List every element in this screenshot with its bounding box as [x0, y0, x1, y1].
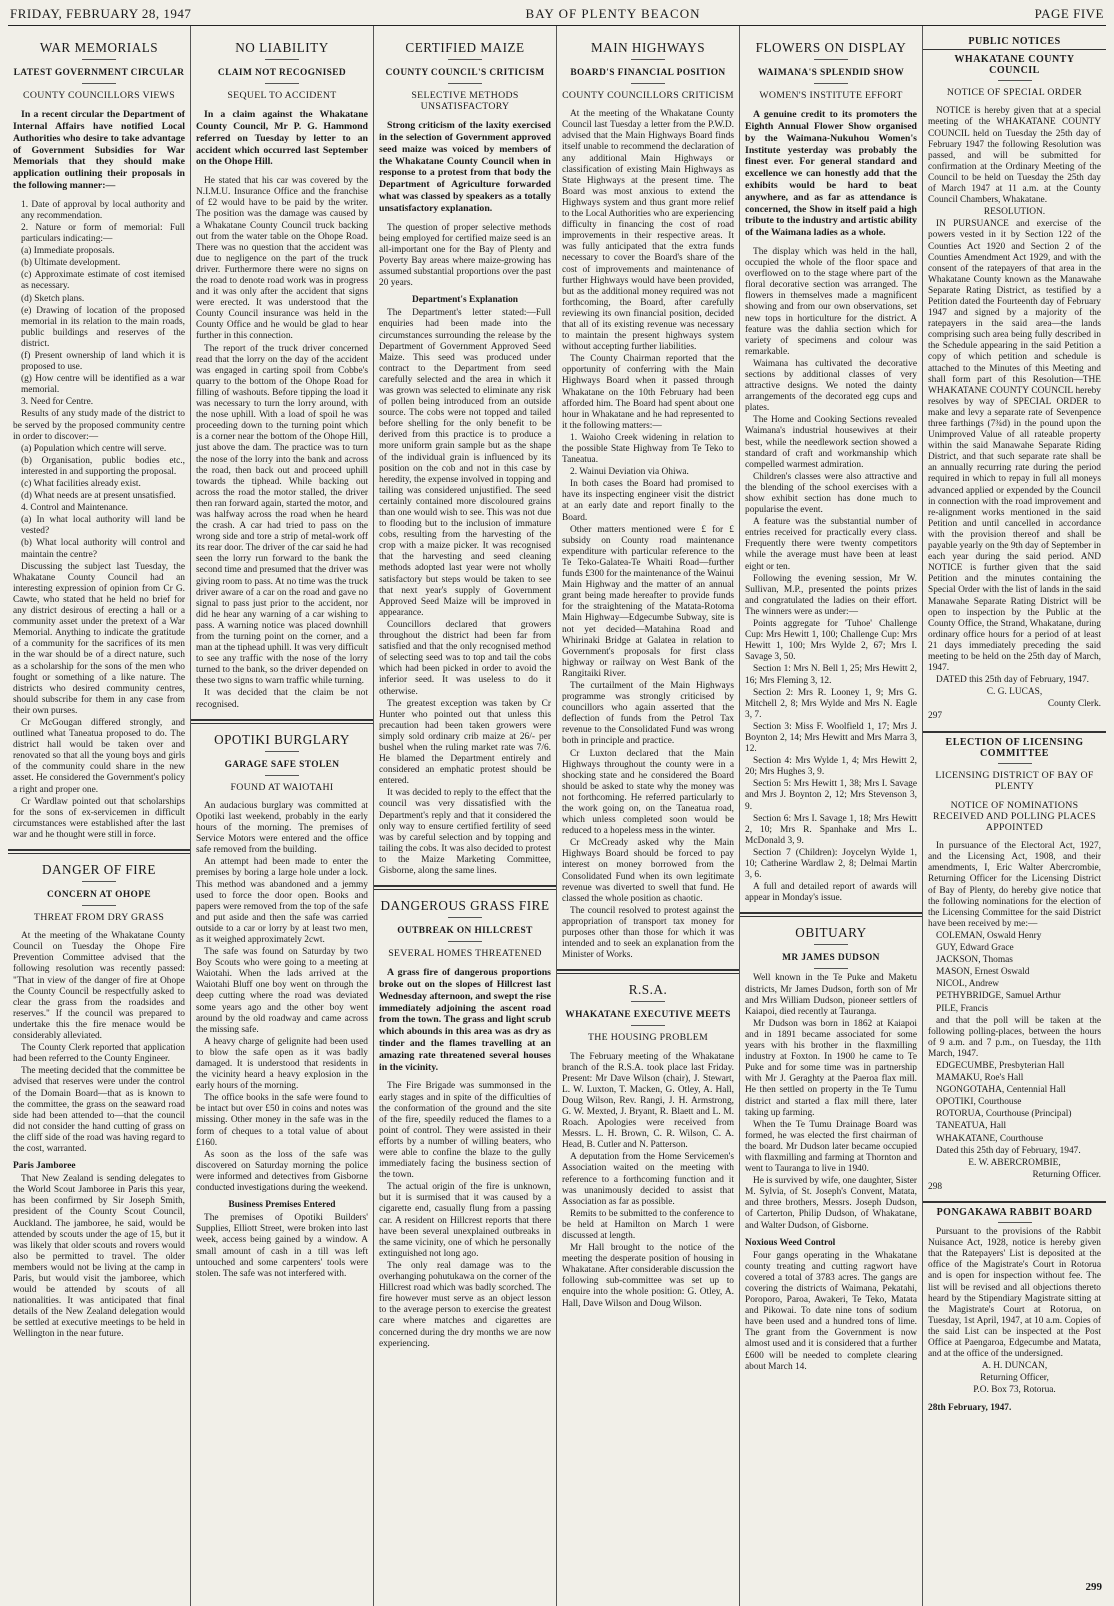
list-item: EDGECUMBE, Presbyterian Hall: [936, 1060, 1065, 1071]
paragraph: Other matters mentioned were £ for £ subsidy on County road maintenance expenditure with particular reference to the Te Teko-Galatea-Te Whaiti Road—further funds £300 for the maintenance of the Wainui Main Highway and the matter of an annual grant being made hereafter to provide funds for the straightening of the Matata-Rotoma Main Highway—Edgecumbe Subway, site is not yet decided—Matahina Road and Whirinaki Bridge at Galatea in relation to Government's proposals for first class highway or railway on West Bank of the Rangitaiki River.: [562, 524, 734, 679]
notice-dated: Dated this 25th day of February, 1947.: [936, 1145, 1081, 1156]
list-item: 2. Wainui Deviation via Ohiwa.: [570, 467, 689, 478]
paragraph: The display which was held in the hall, occupied the whole of the floor space and overflowed on to the stage where part of the floral decorative section was arranged. The flowers in themselves made a magnificent showing and from our own observations, set new tops in horticulture for the district. A feature was the dahlia section which for variety of specimens and colour was remarkable.: [745, 246, 917, 357]
paragraph: The County Clerk reported that application had been referred to the County Engineer.: [13, 1043, 185, 1065]
list-item: MAMAKU, Roe's Hall: [936, 1073, 1024, 1084]
notice-signature: A. H. DUNCAN,: [981, 1361, 1048, 1372]
intro-no-liability: In a claim against the Whakatane County Council, Mr P. G. Hammond referred on Tuesday by letter to an accident which occurred last September on the Ohope Hill.: [196, 109, 368, 168]
paragraph: When the Te Tumu Drainage Board was formed, he was elected the first chairman of the board. Mr Dudson later became occupied with flaxmilling and farming at Thornton and went to Tauranga to live in 1940.: [745, 1119, 917, 1175]
list-item: JACKSON, Thomas: [936, 955, 1013, 966]
deck-rsa: THE HOUSING PROBLEM: [588, 1032, 708, 1044]
notice-resolution: RESOLUTION.: [983, 207, 1046, 218]
list-item: (a) Immediate proposals.: [21, 246, 115, 257]
result-item: Section 7 (Children): Joycelyn Wylde 1, 10; Catherine Wardlaw 2, 8; Delmai Martin 3, 6.: [745, 847, 917, 881]
list-item: NGONGOTAHA, Centennial Hall: [936, 1085, 1066, 1096]
kicker-obituary: MR JAMES DUDSON: [782, 953, 880, 964]
list-item: (b) What local authority will control and maintain the centre?: [21, 538, 185, 560]
list-item: (b) Organisation, public bodies etc., interested in and supporting the proposal.: [21, 455, 185, 477]
paragraph: The County Chairman reported that the opportunity of conferring with the Main Highways Board when it passed through Whakatane on the 10th February had been afforded him. The Board had spent about one hour in Whakatane and he had represented to it the following matters:—: [562, 354, 734, 431]
notice-ref: 299: [1085, 1581, 1102, 1593]
paragraph: Cr McCready asked why the Main Highways Board should be forced to pay interest on money borrowed from the Consolidated Fund when its own legitimate revenue was diverted to swell that fund. He classed the whole position as chaotic.: [562, 838, 734, 904]
paragraph: The Department's letter stated:—Full enquiries had been made into the circumstances surrounding the release by the Department of Government Approved Seed Maize. This seed was produced under contract to the Department from seed carefully selected and the area in which it was grown was selected to eliminate any risk of pollen being introduced from an outside source. The cobs were not topped and tailed before shelling for the only benefit to be derived from this practice is to produce a more uniform grain sample but as the shape of the individual grain is influenced by its position on the cob and not in this case by heredity, the expense involved in topping and tailing was considered unjustified. The seed certainly contained more discoloured grains than one would wish to see. This was not due to flooding but to the inclusion of immature cobs, resulting from the harvesting of the crop with a maize picker. It was recognised that the harvesting and seed cleaning methods adopted last year were not wholly satisfactory but steps would be taken to see that next year's supply of Government Approved Seed Maize will be improved in appearance.: [379, 308, 551, 618]
list-item: TANEATUA, Hall: [936, 1121, 1007, 1132]
deck-opotiki-burglary: FOUND AT WAIOTAHI: [230, 781, 334, 793]
kicker-dangerous-grass-fire: OUTBREAK ON HILLCREST: [397, 926, 533, 937]
result-item: Section 6: Mrs I. Savage 1, 18; Mrs Hewitt 2, 10; Mrs R. Spanhake and Mrs L. McDonald 3, 9.: [745, 813, 917, 846]
result-item: Section 2: Mrs R. Looney 1, 9; Mrs G. Mitchell 2, 8; Mrs Wylde and Mrs N. Eagle 3, 7.: [745, 687, 917, 720]
paragraph: The council resolved to protest against the appropriation of transport tax money for purposes other than those for which it was intended and to seek an explanation from the Minister of Works.: [562, 905, 734, 961]
deck-certified-maize: SELECTIVE METHODS UNSATISFACTORY: [411, 90, 519, 113]
notice-ref: 298: [928, 1181, 943, 1192]
list-item: (c) What facilities already exist.: [21, 479, 141, 490]
paragraph: The Fire Brigade was summonsed in the early stages and in spite of the difficulties of the conformation of the ground and the site of the fire, speedily reduced the flames to a point of control. They were assisted in their efforts by a number of willing beaters, who were able to confine the blaze to the gully immediately facing the business section of the town.: [379, 1081, 551, 1181]
deck-danger-of-fire: THREAT FROM DRY GRASS: [33, 912, 165, 924]
kicker-rsa: WHAKATANE EXECUTIVE MEETS: [565, 1010, 731, 1021]
kicker-main-highways: BOARD'S FINANCIAL POSITION: [570, 68, 726, 78]
notice-signature: C. G. LUCAS,: [986, 687, 1043, 698]
notice-dated: DATED this 25th day of February, 1947.: [936, 675, 1090, 686]
subhead-departments-explanation: Department's Explanation: [412, 295, 518, 306]
subhead-business-premises: Business Premises Entered: [228, 1200, 336, 1211]
public-notices-header: PUBLIC NOTICES: [968, 36, 1061, 47]
paragraph: The meeting decided that the committee be advised that reserves were under the control of the Domain Board—that as is known to the committee, the grass on the seaward road side had been attended to—that the council did not consider the hand cutting of grass on the cliff side of the road was having regard to the cost, warranted.: [13, 1066, 185, 1154]
result-item: Section 5: Mrs Hewitt 1, 38; Mrs I. Savage and Mrs J. Boynton 2, 12; Mrs Stevenson 3, 9.: [745, 779, 917, 812]
paragraph: Discussing the subject last Tuesday, the Whakatane County Council had an interesting expression of opinion from Cr G. Cawte, who stated that he held no brief for any district desirous of erecting a hall or a community asset under the pretext of a War Memorial. Anything to indicate the gratitude of a community for the sacrifices of its men in the war should be of a direct nature, such as a scholarship for the sons of the men who fought or something of a like nature. The districts who desired community centres, should subscribe for them in any case from their own purses.: [13, 561, 185, 716]
list-item: (d) What needs are at present unsatisfied.: [21, 491, 176, 502]
paragraph: Mr Hall brought to the notice of the meeting the desperate position of housing in Whakatane. After considerable discussion the following sub-committee was set up to enquire into the whole position: G. Otley, A. Hall, Dave Wilson and Doug Wilson.: [562, 1243, 734, 1309]
paragraph: Pursuant to the provisions of the Rabbit Nuisance Act, 1928, notice is hereby given that the Ratepayers' List is deposited at the office of the Magistrate's Court in Rotorua and is open for inspection without fee. The list will be revised and all objections thereto heard by the Stipendiary Magistrate sitting at the Magistrate's Court at Rotorua, on Tuesday, 1st April, 1947, at 10 a.m. Copies of the said List can be inspected at the Post Office at Paengaroa, Edgecumbe and Matata, and at the office of the undersigned.: [928, 1227, 1101, 1360]
column-5: [740, 26, 923, 1606]
kicker-flowers: WAIMANA'S SPLENDID SHOW: [757, 68, 905, 78]
paragraph: The actual origin of the fire is unknown, but it is surmised that it was caused by a cigarette end, casually flung from a passing car. A resident on Hillcrest reports that there have been several unexplained outbreaks in the same vicinity, one of which he personally extinguished not long ago.: [379, 1182, 551, 1259]
notice-dated: 28th February, 1947.: [928, 1402, 1012, 1413]
result-item: Section 3: Miss F. Woolfield 1, 17; Mrs J. Boynton 2, 14; Mrs Hewitt and Mrs Marra 3, 12.: [745, 721, 917, 755]
headline-opotiki-burglary: OPOTIKI BURGLARY: [214, 731, 350, 747]
paragraph: The office books in the safe were found to be intact but over £50 in coins and notes was missing. Other money in the safe was in the form of cheques to a total value of about £160.: [196, 1093, 368, 1148]
headline-dangerous-grass-fire: DANGEROUS GRASS FIRE: [380, 898, 550, 914]
paragraph: Results of any study made of the district to be served by the proposed community centre in order to discover:—: [13, 409, 185, 442]
issue-date: FRIDAY, FEBRUARY 28, 1947: [10, 6, 192, 21]
column-1: [8, 26, 191, 1606]
list-item: 2. Nature or form of memorial: Full particulars indicating:—: [21, 222, 185, 245]
headline-war-memorials: WAR MEMORIALS: [39, 40, 159, 55]
headline-rsa: R.S.A.: [628, 982, 668, 998]
list-item: 3. Need for Centre.: [21, 397, 94, 408]
paragraph: An audacious burglary was committed at Opotiki last weekend, probably in the early hours of the morning. The premises of Service Motors were entered and the office safe removed from the building.: [196, 800, 368, 856]
list-item: (a) In what local authority will land be vested?: [21, 515, 185, 537]
subhead-paris-jamboree: Paris Jamboree: [13, 1161, 76, 1172]
notice-heading: ELECTION OF LICENSING COMMITTEE: [945, 736, 1084, 759]
list-item: (f) Present ownership of land which it is proposed to use.: [21, 350, 185, 373]
notice-ref: 297: [928, 711, 943, 722]
headline-main-highways: MAIN HIGHWAYS: [590, 40, 706, 55]
list-item: ROTORUA, Courthouse (Principal): [936, 1109, 1072, 1120]
list-item: 4. Control and Maintenance.: [21, 503, 129, 514]
list-item: WHAKATANE, Courthouse: [936, 1133, 1044, 1144]
result-item: Points aggregate for 'Tuhoe' Challenge Cup: Mrs Hewitt 1, 100; Challenge Cup: Mrs Hewitt 1, 100; Mrs Wylde 2, 67; Mrs I. Savage 3, 50.: [745, 619, 917, 663]
notice-address: P.O. Box 73, Rotorua.: [973, 1385, 1056, 1396]
columns: [8, 26, 1106, 1606]
paragraph: NOTICE is hereby given that at a special meeting of the WHAKATANE COUNTY COUNCIL held on Tuesday the 25th day of February 1947 the following Resolution was passed, and will be submitted for confirmation at the Ordinary Meeting of the Council to be held on Tuesday the 25th day of March 1947 at 11 a.m. at the County Council Chambers, Whakatane.: [928, 106, 1101, 206]
kicker-opotiki-burglary: GARAGE SAFE STOLEN: [224, 759, 340, 770]
page-label: PAGE FIVE: [1034, 6, 1104, 21]
paragraph: Four gangs operating in the Whakatane county treating and cutting ragwort have covered a total of 3783 acres. The gangs are covering the districts of Waimana, Pekatahi, Poroporo, Paroa, Awakeri, Te Teko, Matata and Pikowai. To date nine tons of sodium have been used and a hundred tons of lime. The grant from the Government is now almost used and it is considered that a further £600 will be needed to complete clearing about March 14.: [745, 1250, 917, 1372]
notice-signature-title: Returning Officer.: [1032, 1169, 1101, 1180]
paragraph: It was decided that the claim be not recognised.: [196, 688, 368, 710]
list-item: COLEMAN, Oswald Henry: [936, 930, 1042, 941]
list-item: (c) Approximate estimate of cost itemised as necessary.: [21, 270, 185, 292]
list-item: PETHYBRIDGE, Samuel Arthur: [936, 991, 1061, 1002]
paragraph: The safe was found on Saturday by two Boy Scouts who were going to a meeting at Waiotahi. When the lads arrived at the Waiotahi Bluff one boy went on through the deep cutting where the road was deviated some years ago and the other boy went around by the old roadway and came across the missing safe.: [196, 947, 368, 1035]
paragraph: He is survived by wife, one daughter, Sister M. Sylvia, of St. Joseph's Convent, Matata, and three brothers, Messrs. Joseph Dudson, of Carterton, Philip Dudson, of Whakatane, and Walter Dudson, of Gisborne.: [745, 1176, 917, 1231]
paragraph: A deputation from the Home Servicemen's Association waited on the meeting with reference to a forthcoming function and it was unanimously decided to assist that Association as far as possible.: [562, 1152, 734, 1207]
column-3: [374, 26, 557, 1606]
paragraph: He stated that his car was covered by the N.I.M.U. Insurance Office and the franchise of £2 would have to be paid by the writer. The position was the damage was caused by a Whakatane County Council truck backing out from the water table on the Ohope Road. There was no question that the accident was due to negligence on the part of the truck driver. Furthermore there were no signs on the road to denote road work was in progress and it was only after the accident that signs were erected. It was understood that the County Council insurance was held in the County Office and he would be glad to hear further in this connection.: [196, 176, 368, 342]
paragraph: Well known in the Te Puke and Maketu districts, Mr James Dudson, forth son of Mr and Mrs William Dudson, pioneer settlers of Kaiapoi, died recently at Tauranga.: [745, 973, 917, 1017]
paragraph: Mr Dudson was born in 1862 at Kaiapoi and in 1891 became associated for some years with his brother in the flaxmilling industry at Foxton. In 1900 he came to Te Puke and for some time was in partnership with Mr J. Geraghty at the Paeroa flax mill. He then settled on property in the Te Tumu district and started a flax mill there, later taking up farming.: [745, 1018, 917, 1118]
paragraph: A feature was the substantial number of entries received for practically every class. Frequently there were twenty competitors while the average must have been at least eight or ten.: [745, 517, 917, 572]
list-item: GUY, Edward Grace: [936, 943, 1014, 954]
result-item: Section 4: Mrs Wylde 1, 4; Mrs Hewitt 2, 20; Mrs Hughes 3, 9.: [745, 756, 917, 778]
list-item: NICOL, Andrew: [936, 979, 1000, 990]
paragraph: An attempt had been made to enter the premises by boring a large hole under a lock. This method was abandoned and a jemmy used to force the door open. Books and papers were removed from the top of the safe and put aside and then the safe was carried outside to a car or lorry by at least two men, as it weighed approximately 2cwt.: [196, 857, 368, 945]
paragraph: At the meeting of the Whakatane County Council last Tuesday a letter from the P.W.D. advised that the Main Highways Board finds itself unable to recommend the declaration of any additional Main Highways or classification of existing Main Highways as State Highways at the present time. The Board was most anxious to extend the Highways system and thus grant more relief to the Local Authorities who are experiencing difficulty in financing the cost of road improvements in their respective areas. It was fully anticipated that the extra funds necessary to cover the Board's share of the cost of improvements and maintenance of further Highways would have been provided, but as the additional money required was not forthcoming, the Board, after carefully reviewing its own financial position, decided that all of its existing revenue was necessary to maintain the present highways system without accepting further liabilities.: [562, 109, 734, 353]
list-item: (d) Sketch plans.: [21, 293, 85, 304]
intro-grass-fire: A grass fire of dangerous proportions broke out on the slopes of Hillcrest last Wednesday afternoon, and swept the rise immediately adjoining the ascent road from the town. The grass and light scrub which abounds in this area was as dry as tinder and the flames travelling at an amazing rate threatened several houses in the vicinity.: [379, 967, 551, 1073]
list-item: (g) How centre will be identified as a war memorial.: [21, 374, 185, 396]
kicker-danger-of-fire: CONCERN AT OHOPE: [47, 890, 151, 901]
deck-flowers: WOMEN'S INSTITUTE EFFORT: [759, 90, 903, 102]
paragraph: Following the evening session, Mr W. Sullivan, M.P., presented the points prizes and congratulated the ladies on their effort. The winners were as under:—: [745, 573, 917, 617]
intro-flowers: A genuine credit to its promoters the Eighth Annual Flower Show organised by the Waimana-Nukuhou Women's Institute yesterday was probably the finest ever. For general standard and excellence we can honestly add that the exhibits would be hard to beat anywhere, and as far as attendance is concerned, the Show in itself paid a high tribute to the industry and artistic ability of the Waimana ladies as a whole.: [745, 109, 917, 239]
kicker-war-memorials: LATEST GOVERNMENT CIRCULAR: [13, 68, 185, 78]
paragraph: Cr Luxton declared that the Main Highways throughout the county were in a shocking state and he considered the Board should be asked to state why the money was not forthcoming. He referred particularly to the work going on, on the Taneatua road, which unless completed soon would be reduced to a hopeless mess in the winter.: [562, 748, 734, 837]
paragraph: That New Zealand is sending delegates to the World Scout Jamboree in Paris this year, has been confirmed by Sir Joseph Smith, president of the County Scout Council, Auckland. The jamboree, he said, would be attended by scouts under the age of 15, but it was likely that older scouts and rovers would also be permitted to travel. The older members would not be living at the camp in Paris, but would visit the jamboree, which would be attended by scouts of all nationalities. It was anticipated that final details of the New Zealand delegation would be settled at executive meetings to be held in Wellington in the near future.: [13, 1174, 185, 1340]
deck-dangerous-grass-fire: SEVERAL HOMES THREATENED: [388, 948, 542, 960]
column-2: [191, 26, 374, 1606]
paragraph: Children's classes were also attractive and the blending of the school exercises with a show exhibit section has done much to popularise the event.: [745, 471, 917, 516]
paragraph: The February meeting of the Whakatane branch of the R.S.A. took place last Friday. Present: Mr Dave Wilson (chair), J. Stewart, L. W. Luxton, T. Macken, G. Otley, A. Hall, Doug Wilson, Rev. Rangi, J. H. Armstrong, G. W. Mexted, J. Bryant, R. Blaett and L. M. Roach. Apologies were received from Messrs. L. H. Brown, C. R. Wilson, C. A. Head, B. Cutler and N. Patterson.: [562, 1051, 734, 1151]
headline-flowers-on-display: FLOWERS ON DISPLAY: [755, 40, 907, 55]
masthead: [8, 6, 1106, 26]
list-item: MASON, Ernest Oswald: [936, 967, 1030, 978]
headline-obituary: OBITUARY: [795, 925, 867, 941]
column-4: [557, 26, 740, 1606]
paragraph: The question of proper selective methods being employed for certified maize seed is an all-important one for the Bay of Plenty and Poverty Bay areas where maize-growing has assumed substantial proportions over the past 20 years.: [379, 222, 551, 289]
notice-subheading: LICENSING DISTRICT OF BAY OF PLENTY: [935, 769, 1094, 792]
paragraph: A full and detailed report of awards will appear in Monday's issue.: [745, 882, 917, 904]
headline-no-liability: NO LIABILITY: [235, 40, 329, 55]
subhead-noxious-weed: Noxious Weed Control: [745, 1237, 836, 1248]
list-item: 1. Date of approval by local authority and any recommendation.: [21, 199, 185, 221]
paragraph: As soon as the loss of the safe was discovered on Saturday morning the police were informed and detectives from Gisborne conducted investigations during the weekend.: [196, 1149, 368, 1194]
paragraph: The Home and Cooking Sections revealed Waimana's industrial housewives at their best, while the needlework section showed a standard of craft and workmanship which compelled warmest admiration.: [745, 415, 917, 470]
paragraph: The only real damage was to the overhanging pohutukawa on the corner of the Hillcrest road which was badly scorched. The fire however must serve as an object lesson to the average person to exercise the greatest care where matches and cigarettes are concerned during the dry months we are now experiencing.: [379, 1260, 551, 1349]
paragraph: Waimana has cultivated the decorative sections by additional classes of very attractive designs. We noted the dainty arrangements of the decorated egg cups and plates.: [745, 358, 917, 414]
paragraph: The curtailment of the Main Highways programme was strongly criticised by councillors who again asserted that the deflection of funds from the Petrol Tax revenue to the Consolidated Fund was wrong both in principle and practice.: [562, 680, 734, 747]
list-item: PILE, Francis: [936, 1003, 989, 1014]
list-item: (a) Population which centre will serve.: [21, 443, 167, 454]
paragraph: At the meeting of the Whakatane County Council on Tuesday the Ohope Fire Prevention Committee advised that the following resolution was recently passed: "That in view of the danger of fire at Ohope the County Council be respectfully asked to clear the grass from the roadsides and reserves." If the council was prepared to undertake this the fire menace would be considerably alleviated.: [13, 931, 185, 1042]
paragraph: IN PURSUANCE and exercise of the powers vested in it by Section 122 of the Counties Act 1920 and Section 2 of the Counties Amendment Act 1929, and with the consent of the ratepayers of that area in the Whakatane County known as the Manawahe Separate Rating District, as testified by a Petition dated the Fourteenth day of February 1947 and signed by a majority of the ratepayers in the said area—the lands comprising such area being fully described in the Schedule appearing in the said Petition a copy of which petition and schedule is attached to the Minutes of this Meeting and shall form part of this Resolution—THE WHAKATANE COUNTY COUNCIL hereby resolves by way of SPECIAL ORDER to make and levy a separate rate of Sevenpence three farthings (7¾d) in the pound upon the Unimproved Value of all rateable property within the said Manawahe Separate Riding District, and that such separate rate shall be an annually recurring rate during the period required in which to repay in full all moneys advanced applied or expended by the Council in connection with the road improvement and re-alignment works mentioned in the said Petition and until cancelled in accordance with the provision thereof and shall be payable yearly on the 9th day of September in each year during the said period. AND NOTICE is further given that the said Petition and the minutes containing the Special Order with the list of lands in the said Manawahe Separate Rating District will be open to inspection by the Public at the County Office, the Strand, Whakatane, during ordinary office hours for a period of at least 21 days immediately preceding the said meeting to be held on the 25th day of March, 1947.: [928, 219, 1101, 674]
notice-heading: PONGAKAWA RABBIT BOARD: [936, 1207, 1093, 1218]
kicker-no-liability: CLAIM NOT RECOGNISED: [217, 68, 347, 78]
paragraph: The greatest exception was taken by Cr Hunter who pointed out that unless this precaution had been taken growers were simply sold ordinary crib maize at 26/- per bushel when the ruling market rate was 7/6. He blamed the Department entirely and considered an emphatic protest should be entered.: [379, 698, 551, 787]
paragraph: and that the poll will be taken at the following polling-places, between the hours of 9 a.m. and 7 p.m., on Tuesday, the 11th March, 1947.: [928, 1015, 1101, 1059]
deck-war-memorials: COUNTY COUNCILLORS VIEWS: [23, 90, 175, 102]
paragraph: Cr McGougan differed strongly, and outlined what Taneatua proposed to do. The district hall would be taken over and renovated so that all the young boys and girls of the community could share in the new asset. He considered the Government's policy a right and proper one.: [13, 717, 185, 795]
notice-signature: E. W. ABERCROMBIE,: [968, 1157, 1061, 1168]
intro-certified-maize: Strong criticism of the laxity exercised in the selection of Government approved seed maize was voiced by members of the Whakatane County Council when in response to a protest from that body the Department of Agriculture forwarded what was classed by speakers as a totally unsatisfactory explanation.: [379, 120, 551, 214]
paragraph: The premises of Opotiki Builders' Supplies, Elliott Street, were broken into last week, access being gained by a window. A small amount of cash in a till was left untouched and some carpenters' tools were stolen. The safe was not interfered with.: [196, 1213, 368, 1279]
paragraph: Remits to be submitted to the conference to be held at Hamilton on March 1 were discussed at length.: [562, 1208, 734, 1241]
result-item: Section 1: Mrs N. Bell 1, 25; Mrs Hewitt 2, 16; Mrs Fleming 3, 12.: [745, 664, 917, 686]
deck-main-highways: COUNTY COUNCILLORS CRITICISM: [562, 90, 734, 102]
list-item: (e) Drawing of location of the proposed memorial in its relation to the main roads, public buildings and reserves of the district.: [21, 305, 185, 349]
headline-danger-of-fire: DANGER OF FIRE: [42, 862, 156, 878]
list-item: OPOTIKI, Courthouse: [936, 1097, 1022, 1108]
notice-subheading: NOTICE OF SPECIAL ORDER: [946, 87, 1083, 99]
list-item: (b) Ultimate development.: [21, 258, 121, 269]
paragraph: In pursuance of the Electoral Act, 1927, and the Licensing Act, 1908, and their amendments, I, Eric Walter Abercrombie, Returning Officer for the Licensing District of Bay of Plenty, do hereby give notice that the following nominations for the election of the Licensing Committee for the said District have been received by me:—: [928, 841, 1101, 929]
notice-signature-title: County Clerk.: [1047, 699, 1101, 710]
notice-subheading: NOTICE OF NOMINATIONS RECEIVED AND POLLING PLACES APPOINTED: [933, 799, 1096, 834]
list-item: 1. Waioho Creek widening in relation to the possible State Highway from Te Teko to Taneatua.: [562, 432, 734, 466]
paragraph: Councillors declared that growers throughout the district had been far from satisfied and that the only recognised method of selecting seed was to top and tail the cobs which had been picked in order to avoid the inferior seed. It was useless to do it otherwise.: [379, 619, 551, 697]
column-6: [923, 26, 1106, 1606]
paragraph: It was decided to reply to the effect that the council was very dissatisfied with the Department's reply and that it considered the only way to ensure certified fertility of seed was by careful selection and by topping and tailing the cobs. It was also decided to protest to the Maize Marketing Committee, Gisborne, along the same lines.: [379, 788, 551, 876]
deck-no-liability: SEQUEL TO ACCIDENT: [227, 90, 337, 102]
paragraph: The report of the truck driver concerned read that the lorry on the day of the accident was engaged in carting spoil from Cobbe's quarry to the bottom of the Ohope Road for filling of washouts. Before tipping the load it was necessary to turn the lorry around, with the nose uphill. With a load of spoil he was proceeding down to the turning point which is a corner near the bottom of the Ohope Hill, just above the dam. The practice was to turn the nose of the lorry into the bank and across the road, then back out and proceed uphill towards the tiphead. While backing out across the road the motor stalled, the driver then ran forward again, started the motor, and was halfway across the road when he heard the crash. A car had tried to pass on the wrong side and tore a strip of metal-work off its rear door. The driver of the car said he had seen the lorry run forward to the bank the second time and presumed that the driver was giving room to pass. At no time was the truck driver aware of a car on the road and gave no signal to pass just prior to the accident, nor did he hear any warning of a car wishing to pass. A warning notice was placed downhill from the turning point on the corner, and a man at the tiphead uphill. It was very difficult to see any traffic with the nose of the lorry turned to the bank, so the driver depended on these two signs to warn traffic while turning.: [196, 343, 368, 687]
notice-signature-title: Returning Officer,: [980, 1373, 1049, 1384]
notice-heading: WHAKATANE COUNTY COUNCIL: [954, 54, 1075, 77]
paragraph: In both cases the Board had promised to have its inspecting engineer visit the district at an early date and report finally to the Board.: [562, 479, 734, 523]
headline-certified-maize: CERTIFIED MAIZE: [405, 40, 525, 55]
paragraph: Cr Wardlaw pointed out that scholarships for the sons of ex-servicemen in difficult circumstances were established after the last war and he thought were still in force.: [13, 796, 185, 840]
paragraph: A heavy charge of gelignite had been used to blow the safe open as it was badly damaged. It is understood that residents in the vicinity heard a heavy explosion in the early hours of the morning.: [196, 1036, 368, 1092]
kicker-certified-maize: COUNTY COUNCIL'S CRITICISM: [385, 68, 545, 78]
intro-war-memorials: In a recent circular the Department of Internal Affairs have notified Local Authorities who desire to take advantage of Government Subsidies for War Memorials that they should make application outlining their proposals in the following manner:—: [13, 109, 185, 191]
paper-name: BAY OF PLENTY BEACON: [525, 6, 701, 21]
